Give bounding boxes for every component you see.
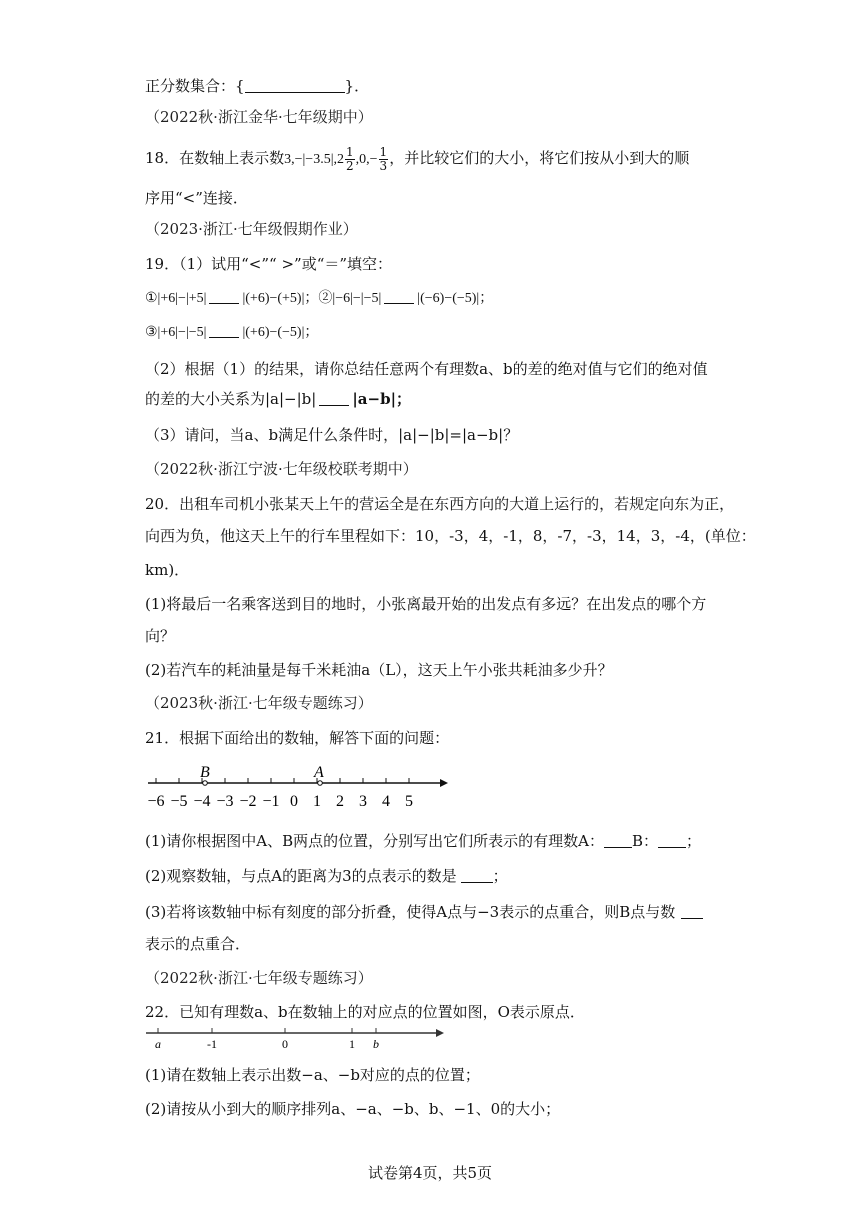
answer-blank[interactable] — [681, 904, 703, 919]
source-note: （2023秋·浙江·七年级专题练习） — [145, 694, 373, 712]
question-20-line1: 20．出租车司机小张某天上午的营运全是在东西方向的大道上运行的，若规定向东为正， — [145, 495, 735, 513]
fraction-numerator: 1 — [346, 144, 354, 159]
question-19-row2 — [145, 321, 318, 343]
question-21-sub2 — [145, 866, 508, 886]
fraction-numerator: 1 — [379, 144, 388, 159]
axis-arrow-icon — [436, 1029, 444, 1037]
expression: |(−6)−(−5)|； — [417, 291, 494, 306]
question-21-sub1 — [145, 831, 701, 851]
q19-text-bold: |a−b|； — [352, 390, 412, 408]
question-20-sub1-line2: 向？ — [145, 627, 176, 645]
axis-point-label: 0 — [282, 1037, 288, 1051]
axis-point-label: -1 — [207, 1037, 217, 1051]
answer-blank[interactable] — [461, 868, 493, 883]
answer-blank[interactable] — [209, 323, 239, 338]
question-21-sub3-line1 — [145, 902, 703, 922]
fraction-denominator: 2 — [346, 158, 354, 173]
q18-numbers: 3,−|−3.5|,2 — [284, 152, 344, 167]
axis-tick-label: 5 — [405, 793, 413, 810]
axis-tick-label: 3 — [359, 793, 367, 810]
answer-blank[interactable] — [245, 78, 345, 93]
question-18-line2: 序用“<”连接． — [145, 189, 248, 207]
axis-tick-label: −3 — [216, 793, 234, 810]
answer-blank-a[interactable] — [604, 833, 632, 848]
source-note: （2023·浙江·七年级假期作业） — [145, 220, 358, 238]
question-22-sub1: (1)请在数轴上表示出数−a、−b对应的点的位置； — [145, 1066, 480, 1084]
q18-text-2: ，并比较它们的大小，将它们按从小到大的顺 — [389, 149, 690, 167]
axis-tick-label: −5 — [170, 793, 188, 810]
answer-blank-b[interactable] — [658, 833, 686, 848]
question-18-line1 — [145, 143, 689, 175]
answer-blank[interactable] — [319, 391, 349, 406]
q21-text: ； — [492, 867, 508, 885]
fraction-denominator: 3 — [379, 158, 388, 173]
question-20-sub1-line1: (1)将最后一名乘客送到目的地时，小张离最开始的出发点有多远？在出发点的哪个方 — [145, 595, 707, 613]
expression: ①|+6|−|+5| — [145, 291, 207, 306]
point-a-marker — [318, 781, 323, 786]
question-20-sub2: (2)若汽车的耗油量是每千米耗油a（L），这天上午小张共耗油多少升？ — [145, 661, 613, 679]
number-line-figure-21 — [140, 758, 450, 810]
axis-tick-label: −1 — [262, 793, 280, 810]
q21-text: (2)观察数轴，与点A的距离为3的点表示的数是 — [145, 867, 457, 885]
positive-fraction-set-line — [145, 76, 369, 96]
axis-tick-label: 1 — [313, 793, 321, 810]
number-line-figure-22 — [140, 1025, 450, 1055]
point-b-marker — [203, 781, 208, 786]
fraction-one-half — [345, 146, 355, 173]
axis-point-label: a — [155, 1037, 161, 1051]
axis-tick-label: 2 — [336, 793, 344, 810]
axis-point-label: b — [373, 1037, 379, 1051]
page-footer: 试卷第4页，共5页 — [367, 1164, 493, 1182]
axis-tick-label: −6 — [147, 793, 165, 810]
q18-numbers-2: ,0,− — [355, 152, 378, 167]
question-21-sub3-line2: 表示的点重合． — [145, 935, 251, 953]
q21-text: B： — [631, 832, 658, 850]
axis-arrow-icon — [440, 779, 448, 787]
axis-tick-label: −4 — [193, 793, 211, 810]
question-19-part2-line2 — [145, 389, 411, 409]
question-22-intro: 22．已知有理数a、b在数轴上的对应点的位置如图，O表示原点． — [145, 1003, 585, 1021]
q21-text: ； — [685, 832, 701, 850]
source-note: （2022秋·浙江宁波·七年级校联考期中） — [145, 460, 418, 478]
source-note: （2022秋·浙江金华·七年级期中） — [145, 108, 373, 126]
question-19-part3: （3）请问，当a、b满足什么条件时，|a|−|b|=|a−b|？ — [145, 426, 519, 444]
question-22-sub2: (2)请按从小到大的顺序排列a、−a、−b、b、−1、0的大小； — [145, 1100, 561, 1118]
q19-text: 的差的大小关系为|a|−|b| — [145, 390, 317, 408]
axis-point-label: 1 — [349, 1037, 355, 1051]
axis-tick-label: −2 — [239, 793, 257, 810]
q18-text: 18．在数轴上表示数 — [145, 149, 285, 167]
answer-blank[interactable] — [209, 289, 239, 304]
expression: |(+6)−(+5)|；②|−6|−|−5| — [242, 291, 382, 306]
expression: |(+6)−(−5)|； — [242, 325, 319, 340]
question-19-part2-line1: （2）根据（1）的结果，请你总结任意两个有理数a、b的差的绝对值与它们的绝对值 — [145, 360, 708, 378]
axis-ticks — [155, 1028, 379, 1051]
point-a-label: A — [314, 764, 324, 781]
q21-text: (1)请你根据图中A、B两点的位置，分别写出它们所表示的有理数A： — [145, 832, 604, 850]
question-19-intro: 19．（1）试用“<”“ >”或“＝”填空： — [145, 255, 393, 273]
question-19-row1 — [145, 287, 493, 309]
question-20-line3: km)． — [145, 561, 190, 579]
expression: ③|+6|−|−5| — [145, 325, 207, 340]
q21-text: (3)若将该数轴中标有刻度的部分折叠，使得A点与−3表示的点重合，则B点与数 — [145, 903, 676, 921]
fraction-one-third — [379, 146, 389, 173]
question-21-intro: 21．根据下面给出的数轴，解答下面的问题： — [145, 729, 450, 747]
axis-tick-label: 4 — [382, 793, 390, 810]
source-note: （2022秋·浙江·七年级专题练习） — [145, 969, 373, 987]
set-label: 正分数集合：{ — [145, 77, 245, 95]
answer-blank[interactable] — [384, 289, 414, 304]
question-20-line2: 向西为负，他这天上午的行车里程如下：10，-3，4，-1，8，-7，-3，14，3，-4，(单位： — [145, 527, 756, 545]
set-close: }． — [344, 77, 370, 95]
point-b-label: B — [200, 764, 210, 781]
axis-tick-label: 0 — [290, 793, 298, 810]
